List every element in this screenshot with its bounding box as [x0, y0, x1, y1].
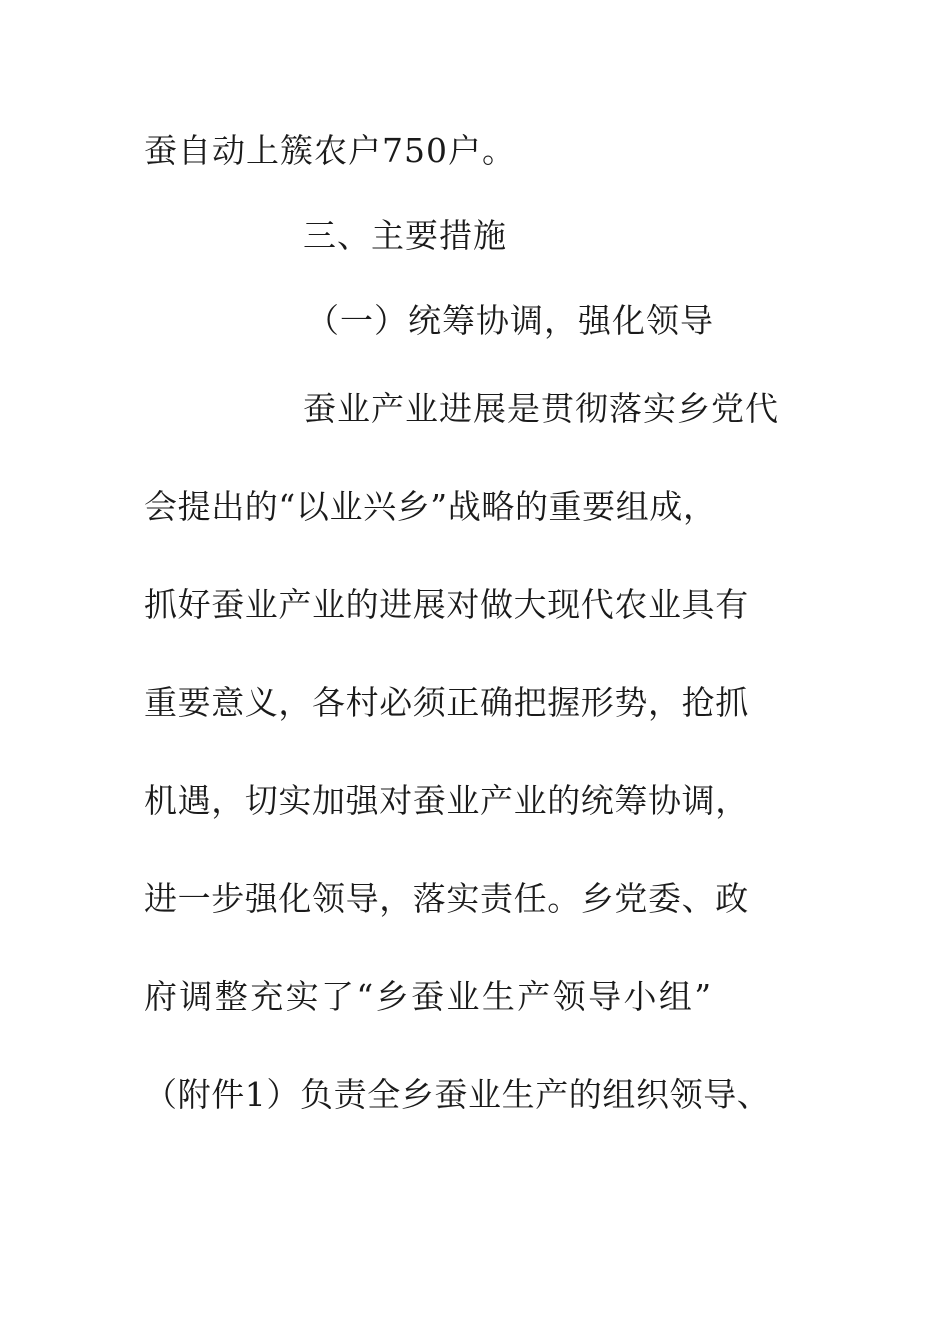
body-text-line: 会提出的“以业兴乡”战略的重要组成， — [144, 487, 717, 526]
body-text-line: （附件1）负责全乡蚕业生产的组织领导、 — [144, 1075, 771, 1114]
body-text-line: 蚕自动上簇农户750户。 — [144, 131, 516, 170]
body-text-line: 府调整充实了“乡蚕业生产领导小组” — [144, 977, 714, 1016]
section-heading: 三、主要措施 — [303, 216, 507, 255]
body-text-line: 机遇，切实加强对蚕业产业的统筹协调， — [144, 781, 749, 820]
body-text-line: 抓好蚕业产业的进展对做大现代农业具有 — [144, 585, 749, 624]
paragraph-first-line: 蚕业产业进展是贯彻落实乡党代 — [303, 389, 779, 428]
body-text-line: 重要意义，各村必须正确把握形势，抢抓 — [144, 683, 749, 722]
body-text-line: 进一步强化领导，落实责任。乡党委、政 — [144, 879, 749, 918]
subsection-heading: （一）统筹协调，强化领导 — [306, 301, 714, 340]
